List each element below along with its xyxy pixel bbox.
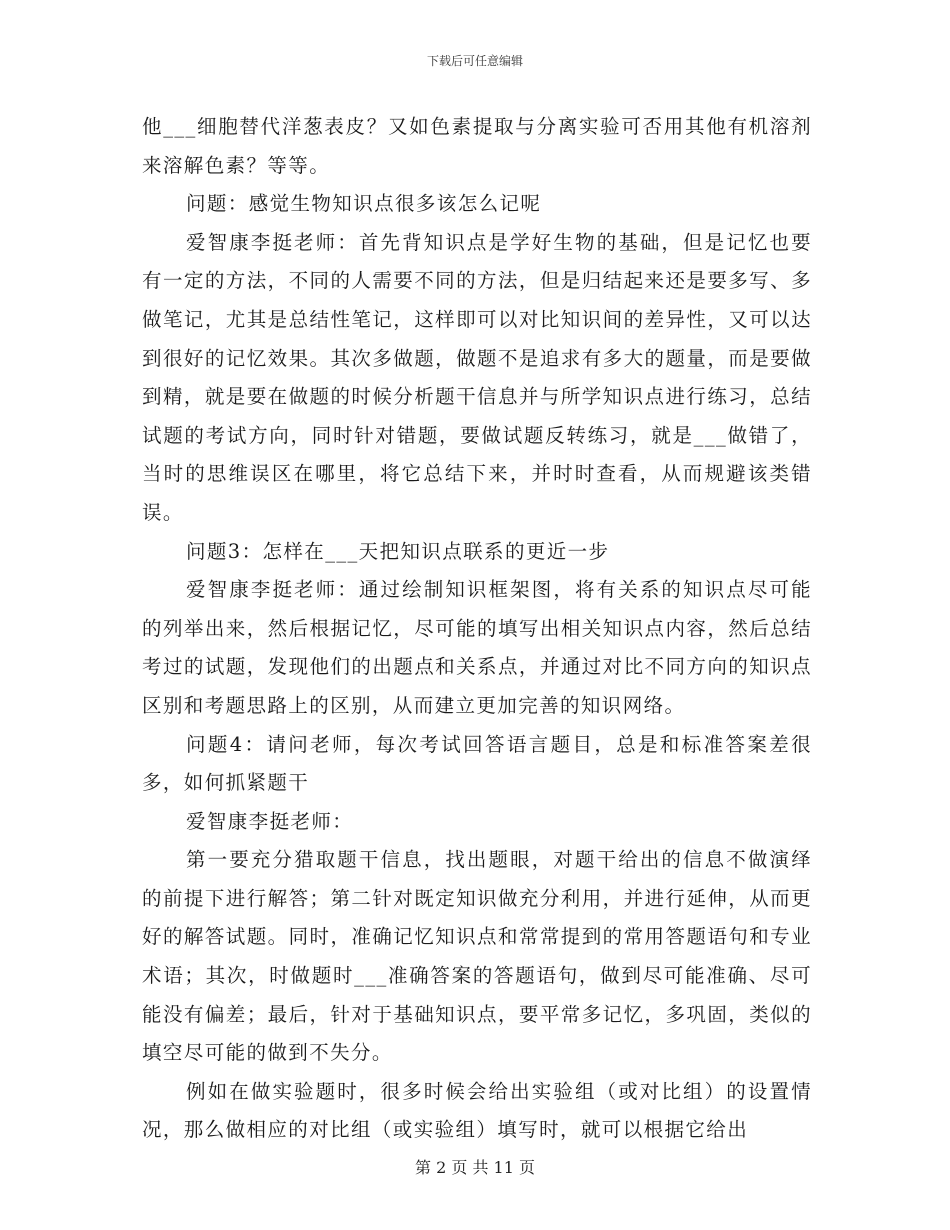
paragraph-answer-4-speaker: 爱智康李挺老师： <box>186 809 354 833</box>
paragraph-answer-4: 第一要充分猎取题干信息，找出题眼，对题干给出的信息不做演绎的前提下进行解答；第二针对既定知识做充分利用，并进行延伸，从而更好的解答试题。同时，准确记忆知识点和常常提到的常用答题语句和专业术语；其次，时做题时___准确答案的答题语句，做到尽可能准确、尽可能没有偏差；最后，针对于基础知识点，要平常多记忆，多巩固，类似的填空尽可能的做到不失分。 <box>142 848 812 1065</box>
paragraph-question-1: 问题：感觉生物知识点很多该怎么记呢 <box>186 192 542 216</box>
paragraph-question-4: 问题4：请问老师，每次考试回答语言题目，总是和标准答案差很多，如何抓紧题干 <box>142 732 812 795</box>
page-header: 下载后可任意编辑 <box>426 54 523 68</box>
paragraph-question-3: 问题3：怎样在___天把知识点联系的更近一步 <box>186 539 610 563</box>
document-body <box>142 108 812 1150</box>
page-number: 第 2 页 共 11 页 <box>415 1158 535 1177</box>
paragraph-example: 例如在做实验题时，很多时候会给出实验组（或对比组）的设置情况，那么做相应的对比组（或实验组）填写时，就可以根据它给出 <box>142 1079 812 1142</box>
paragraph-answer-1: 爱智康李挺老师：首先背知识点是学好生物的基础，但是记忆也要有一定的方法，不同的人需要不同的方法，但是归结起来还是要多写、多做笔记，尤其是总结性笔记，这样即可以对比知识间的差异性，又可以达到很好的记忆效果。其次多做题，做题不是追求有多大的题量，而是要做到精，就是要在做题的时候分析题干信息并与所学知识点进行练习，总结试题的考试方向，同时针对错题，要做试题反转练习，就是___做错了，当时的思维误区在哪里，将它总结下来，并时时查看，从而规避该类错误。 <box>142 230 812 524</box>
paragraph-continuation: 他___细胞替代洋葱表皮？又如色素提取与分离实验可否用其他有机溶剂来溶解色素？等等。 <box>142 115 812 177</box>
paragraph-answer-3: 爱智康李挺老师：通过绘制知识框架图，将有关系的知识点尽可能的列举出来，然后根据记忆，尽可能的填写出相关知识点内容，然后总结考过的试题，发现他们的出题点和关系点，并通过对比不同方向的知识点区别和考题思路上的区别，从而建立更加完善的知识网络。 <box>142 578 812 717</box>
